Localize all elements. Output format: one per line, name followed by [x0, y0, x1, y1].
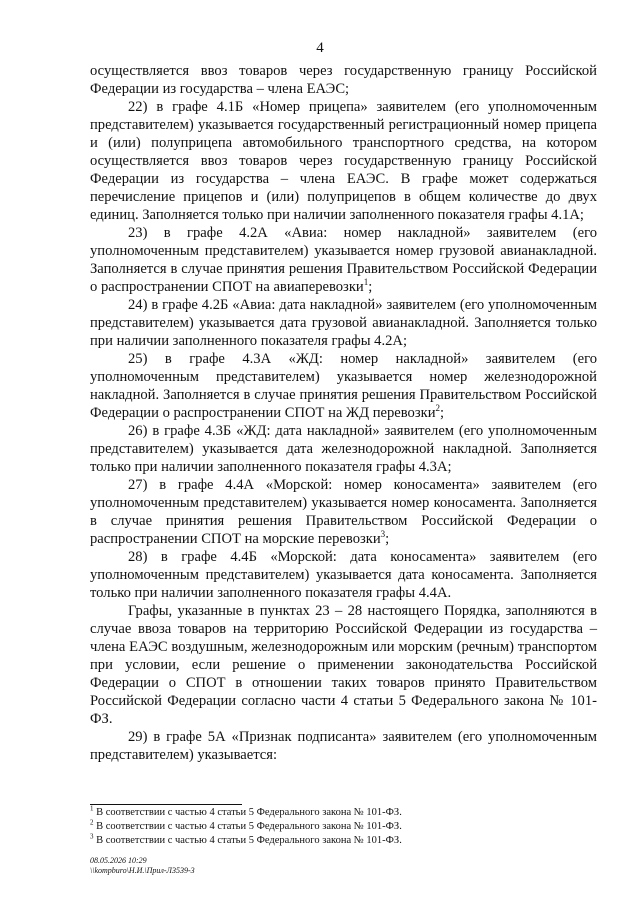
- stamp-date: 08.05.2026 10:29: [90, 856, 147, 865]
- paragraph: [90, 602, 597, 728]
- footnote: [90, 820, 597, 834]
- paragraph-text: 24) в графе 4.2Б «Авиа: дата накладной» заявителем (его уполномоченным представителем) указывается дата грузовой авианакладной. Заполняется только при наличии заполненного показателя графы 4.2А;: [90, 297, 597, 349]
- paragraph: [90, 728, 597, 764]
- paragraph-text: 25) в графе 4.3А «ЖД: номер накладной» заявителем (его уполномоченным представителем) указывается номер железнодорожной накладной. Заполняется в случае принятия решения Правительством Российской Федерации о распространении СПОТ на ЖД перевозки: [90, 351, 597, 421]
- paragraph-text: Графы, указанные в пунктах 23 – 28 настоящего Порядка, заполняются в случае ввоза товаров на территорию Российской Федерации из государства – члена ЕАЭС воздушным, железнодорожным или морским (речным) транспортом при условии, если решение о применении законодательства Российской Федерации о СПОТ в отношении таких товаров принято Правительством Российской Федерации согласно части 4 статьи 5 Федерального закона № 101-ФЗ.: [90, 603, 597, 727]
- paragraph: [90, 62, 597, 98]
- paragraph: [90, 422, 597, 476]
- footnote-number: 3: [90, 832, 94, 841]
- footnotes: [90, 806, 597, 848]
- footnote-ref: 2: [435, 403, 441, 414]
- file-stamp: [90, 856, 195, 876]
- paragraph-text: 22) в графе 4.1Б «Номер прицепа» заявителем (его уполномоченным представителем) указывается государственный регистрационный номер прицепа и (или) полуприцепа автомобильного транспортного средства, на котором осуществляется ввоз товаров через государственную границу Российской Федерации из государства – члена ЕАЭС. В графе может содержаться перечисление прицепов и (или) полуприцепов в общем количестве до двух единиц. Заполняется только при наличии заполненного показателя графы 4.1А;: [90, 99, 597, 223]
- page-number: 4: [316, 40, 324, 56]
- paragraph-text: 23) в графе 4.2А «Авиа: номер накладной» заявителем (его уполномоченным представителем) указывается номер грузовой авианакладной. Заполняется в случае принятия решения Правительством Российской Федерации о распространении СПОТ на авиаперевозки: [90, 225, 597, 295]
- paragraph-text: 28) в графе 4.4Б «Морской: дата коносамента» заявителем (его уполномоченным представителем) указывается дата коносамента. Заполняется только при наличии заполненного показателя графы 4.4А.: [90, 549, 597, 601]
- footnote-text: В соответствии с частью 4 статьи 5 Федерального закона № 101-ФЗ.: [93, 807, 402, 818]
- footnote-ref: 1: [363, 277, 369, 288]
- paragraph-text: 26) в графе 4.3Б «ЖД: дата накладной» заявителем (его уполномоченным представителем) указывается дата железнодорожной накладной. Заполняется только при наличии заполненного показателя графы 4.3А;: [90, 423, 597, 475]
- footnote-divider: [90, 804, 242, 805]
- paragraph-text: 27) в графе 4.4А «Морской: номер коносамента» заявителем (его уполномоченным представителем) указывается номер коносамента. Заполняется в случае принятия решения Правительством Российской Федерации о распространении СПОТ на морские перевозки: [90, 477, 597, 547]
- footnote: [90, 834, 597, 848]
- paragraph-text: осуществляется ввоз товаров через государственную границу Российской Федерации из государства – члена ЕАЭС;: [90, 63, 597, 97]
- paragraph-tail: ;: [440, 405, 445, 421]
- paragraph-tail: ;: [368, 279, 373, 295]
- paragraph: [90, 296, 597, 350]
- footnote-number: 2: [90, 818, 94, 827]
- footnote-ref: 3: [380, 529, 386, 540]
- footnote-text: В соответствии с частью 4 статьи 5 Федерального закона № 101-ФЗ.: [93, 835, 402, 846]
- paragraph: [90, 476, 597, 548]
- footnote: [90, 806, 597, 820]
- footnote-text: В соответствии с частью 4 статьи 5 Федерального закона № 101-ФЗ.: [93, 821, 402, 832]
- paragraph-text: 29) в графе 5А «Признак подписанта» заявителем (его уполномоченным представителем) указывается:: [90, 729, 597, 763]
- footnote-number: 1: [90, 804, 94, 813]
- document-body: [90, 62, 597, 764]
- stamp-path: \\kompburo\Н.И.\Прил-Л3539-3: [90, 866, 195, 875]
- paragraph: [90, 548, 597, 602]
- paragraph: [90, 224, 597, 296]
- paragraph-tail: ;: [385, 531, 390, 547]
- paragraph: [90, 98, 597, 224]
- paragraph: [90, 350, 597, 422]
